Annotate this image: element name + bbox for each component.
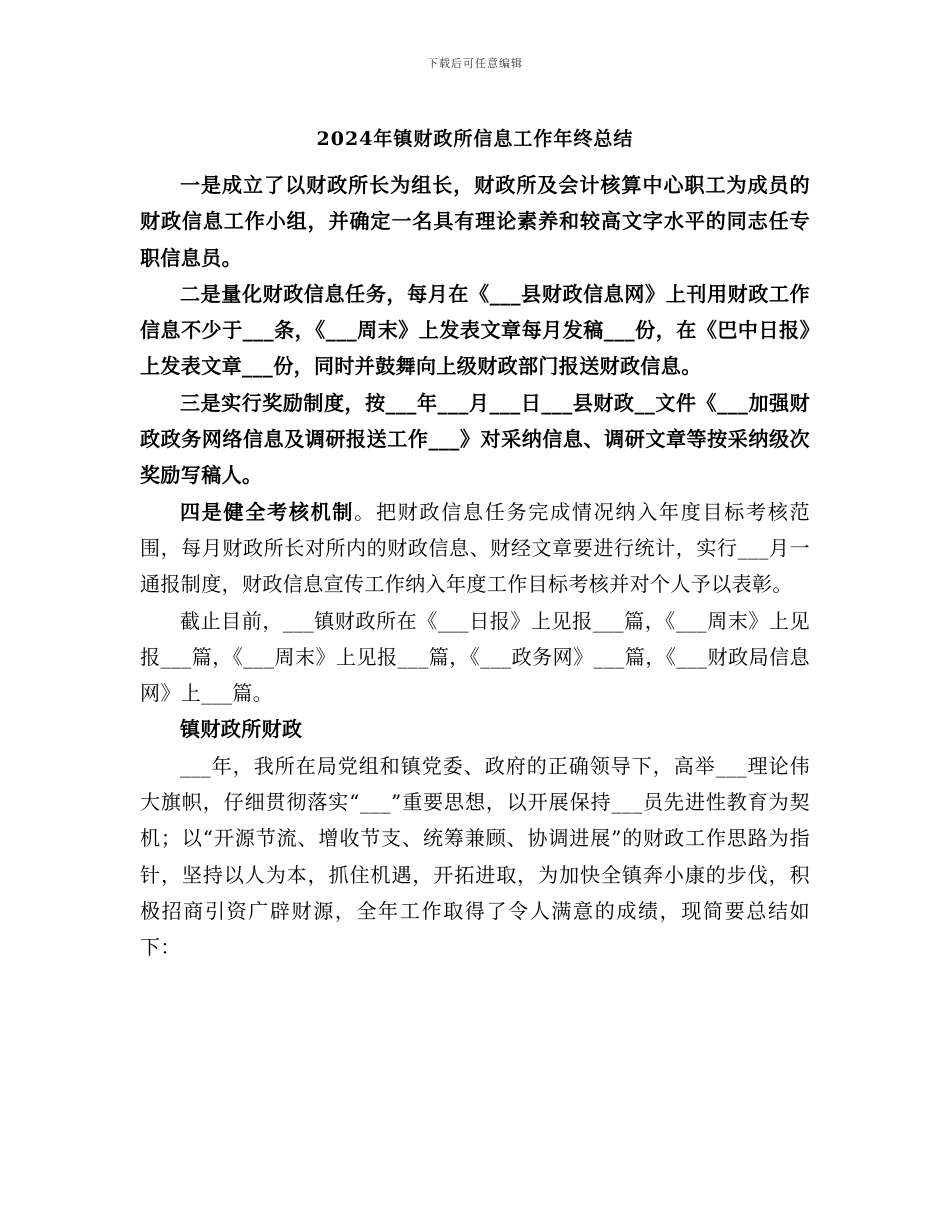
paragraph-5: 截止目前，___镇财政所在《___日报》上见报___篇，《___周末》上见报___篇，《___周末》上见报___篇，《___政务网》___篇，《___财政局信息网》上___篇。 (140, 608, 810, 706)
section-heading: 镇财政所财政 (180, 717, 303, 742)
paragraph-2: 二是量化财政信息任务，每月在《___县财政信息网》上刊用财政工作信息不少于___条，《___周末》上发表文章每月发稿___份，在《巴中日报》上发表文章___份，同时并鼓舞向上级财政部门报送财政信息。 (140, 281, 810, 379)
paragraph-3: 三是实行奖励制度，按___年___月___日___县财政__文件《___加强财政政务网络信息及调研报送工作___》对采纳信息、调研文章等按采纳级次奖励写稿人。 (140, 390, 810, 488)
document-body (140, 167, 810, 966)
document-title: 2024年镇财政所信息工作年终总结 (316, 128, 634, 150)
paragraph-1: 一是成立了以财政所长为组长，财政所及会计核算中心职工为成员的财政信息工作小组，并确定一名具有理论素养和较高文字水平的同志任专职信息员。 (140, 173, 810, 270)
paragraph-4-text: 。把财政信息任务完成情况纳入年度目标考核范围，每月财政所长对所内的财政信息、财经文章要进行统计，实行___月一通报制度，财政信息宣传工作纳入年度工作目标考核并对个人予以表彰。 (140, 499, 810, 597)
paragraph-4-lead: 四是健全考核机制 (180, 499, 355, 524)
paragraph-6: ___年，我所在局党组和镇党委、政府的正确领导下，高举___理论伟大旗帜，仔细贯彻落实“___”重要思想，以开展保持___员先进性教育为契机；以“开源节流、增收节支、统筹兼顾、协调进展”的财政工作思路为指针，坚持以人为本，抓住机遇，开拓进取，为加快全镇奔小康的步伐，积极招商引资广辟财源，全年工作取得了令人满意的成绩，现简要总结如下： (140, 753, 810, 960)
paragraph-4 (140, 494, 810, 603)
header-note: 下载后可任意编辑 (427, 57, 523, 70)
